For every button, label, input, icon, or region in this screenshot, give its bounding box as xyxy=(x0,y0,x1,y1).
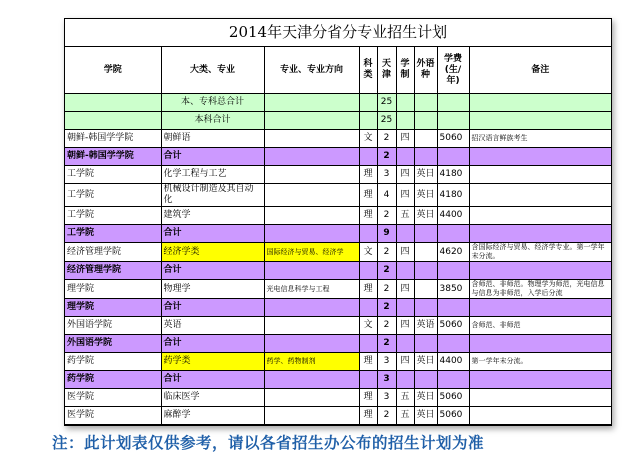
column-header: 外语种 xyxy=(414,47,437,94)
major-cell: 英语 xyxy=(161,317,264,335)
tianjin-quota-cell: 3 xyxy=(377,389,396,407)
duration-cell xyxy=(396,112,414,130)
college-cell: 理学院 xyxy=(65,299,161,317)
subject-type-cell: 文 xyxy=(359,130,377,148)
subject-type-cell xyxy=(359,148,377,166)
column-header: 天津 xyxy=(377,47,396,94)
column-header: 科类 xyxy=(359,47,377,94)
column-header: 备注 xyxy=(469,47,611,94)
tianjin-quota-cell: 2 xyxy=(377,207,396,225)
subject-type-cell: 理 xyxy=(359,389,377,407)
language-cell xyxy=(414,262,437,280)
table-row xyxy=(65,112,611,130)
major-cell: 麻醉学 xyxy=(161,407,264,425)
remark-cell: 含国际经济与贸易、经济学专业。第一学年末分流。 xyxy=(469,243,611,262)
language-cell xyxy=(414,112,437,130)
direction-cell xyxy=(264,407,359,425)
column-header: 专业、专业方向 xyxy=(264,47,359,94)
tuition-cell: 4400 xyxy=(437,207,469,225)
table-row xyxy=(65,243,611,262)
table-row xyxy=(65,353,611,371)
subject-type-cell xyxy=(359,262,377,280)
major-cell: 化学工程与工艺 xyxy=(161,166,264,184)
subject-type-cell: 理 xyxy=(359,184,377,207)
direction-cell xyxy=(264,148,359,166)
remark-cell xyxy=(469,299,611,317)
tianjin-quota-cell: 3 xyxy=(377,353,396,371)
tianjin-quota-cell: 2 xyxy=(377,262,396,280)
table-header-row xyxy=(65,47,611,94)
college-cell xyxy=(65,94,161,112)
table-row xyxy=(65,207,611,225)
duration-cell: 四 xyxy=(396,130,414,148)
language-cell: 英日 xyxy=(414,389,437,407)
duration-cell xyxy=(396,371,414,389)
table-row xyxy=(65,317,611,335)
major-cell: 临床医学 xyxy=(161,389,264,407)
remark-cell xyxy=(469,262,611,280)
language-cell xyxy=(414,243,437,262)
language-cell: 英日 xyxy=(414,184,437,207)
tuition-cell xyxy=(437,112,469,130)
tuition-cell: 4400 xyxy=(437,353,469,371)
college-cell: 药学院 xyxy=(65,371,161,389)
enrollment-plan-sheet xyxy=(64,18,612,426)
major-cell: 合计 xyxy=(161,262,264,280)
remark-cell xyxy=(469,148,611,166)
language-cell xyxy=(414,148,437,166)
remark-cell xyxy=(469,207,611,225)
subject-type-cell: 理 xyxy=(359,407,377,425)
remark-cell xyxy=(469,389,611,407)
table-row xyxy=(65,335,611,353)
direction-cell xyxy=(264,371,359,389)
tuition-cell xyxy=(437,335,469,353)
remark-cell: 含师范、非师范。物理学为师范，光电信息与信息为非师范，入学后分流 xyxy=(469,280,611,299)
tuition-cell: 5060 xyxy=(437,130,469,148)
tuition-cell xyxy=(437,262,469,280)
duration-cell xyxy=(396,148,414,166)
subject-type-cell xyxy=(359,225,377,243)
major-cell: 合计 xyxy=(161,225,264,243)
tianjin-quota-cell: 2 xyxy=(377,280,396,299)
college-cell: 朝鲜-韩国学学院 xyxy=(65,148,161,166)
college-cell: 外国语学院 xyxy=(65,335,161,353)
language-cell xyxy=(414,299,437,317)
subject-type-cell: 理 xyxy=(359,280,377,299)
subject-type-cell: 理 xyxy=(359,353,377,371)
tuition-cell xyxy=(437,94,469,112)
duration-cell xyxy=(396,225,414,243)
language-cell xyxy=(414,94,437,112)
remark-cell xyxy=(469,94,611,112)
tianjin-quota-cell: 4 xyxy=(377,184,396,207)
column-header: 学费(生/年) xyxy=(437,47,469,94)
table-row xyxy=(65,148,611,166)
major-cell: 本、专科总合计 xyxy=(161,94,264,112)
language-cell: 英日 xyxy=(414,207,437,225)
tuition-cell xyxy=(437,299,469,317)
subject-type-cell: 理 xyxy=(359,166,377,184)
table-row xyxy=(65,184,611,207)
tianjin-quota-cell: 2 xyxy=(377,299,396,317)
duration-cell: 五 xyxy=(396,407,414,425)
tianjin-quota-cell: 25 xyxy=(377,112,396,130)
duration-cell: 四 xyxy=(396,353,414,371)
direction-cell: 光电信息科学与工程 xyxy=(264,280,359,299)
table-row xyxy=(65,407,611,425)
subject-type-cell xyxy=(359,94,377,112)
duration-cell: 四 xyxy=(396,166,414,184)
tianjin-quota-cell: 2 xyxy=(377,407,396,425)
remark-cell: 含师范、非师范 xyxy=(469,317,611,335)
tianjin-quota-cell: 2 xyxy=(377,243,396,262)
sheet-title: 2014年天津分省分专业招生计划 xyxy=(65,19,611,47)
table-row xyxy=(65,280,611,299)
subject-type-cell xyxy=(359,299,377,317)
tuition-cell: 4180 xyxy=(437,166,469,184)
tianjin-quota-cell: 9 xyxy=(377,225,396,243)
college-cell: 药学院 xyxy=(65,353,161,371)
remark-cell: 招汉语言鲜族考生 xyxy=(469,130,611,148)
tuition-cell xyxy=(437,225,469,243)
subject-type-cell xyxy=(359,371,377,389)
direction-cell: 国际经济与贸易、经济学 xyxy=(264,243,359,262)
major-cell: 合计 xyxy=(161,299,264,317)
remark-cell xyxy=(469,225,611,243)
language-cell: 英日 xyxy=(414,166,437,184)
college-cell: 工学院 xyxy=(65,225,161,243)
direction-cell xyxy=(264,130,359,148)
direction-cell: 药学、药物制剂 xyxy=(264,353,359,371)
table-row xyxy=(65,262,611,280)
column-header: 学院 xyxy=(65,47,161,94)
college-cell: 理学院 xyxy=(65,280,161,299)
remark-cell xyxy=(469,371,611,389)
language-cell: 英语 xyxy=(414,317,437,335)
tianjin-quota-cell: 2 xyxy=(377,130,396,148)
column-header: 大类、专业 xyxy=(161,47,264,94)
major-cell: 合计 xyxy=(161,371,264,389)
major-cell: 机械设计制造及其自动化 xyxy=(161,184,264,207)
major-cell: 经济学类 xyxy=(161,243,264,262)
direction-cell xyxy=(264,166,359,184)
major-cell: 朝鲜语 xyxy=(161,130,264,148)
direction-cell xyxy=(264,335,359,353)
subject-type-cell xyxy=(359,112,377,130)
remark-cell xyxy=(469,112,611,130)
duration-cell: 四 xyxy=(396,280,414,299)
language-cell xyxy=(414,371,437,389)
remark-cell xyxy=(469,335,611,353)
tuition-cell: 3850 xyxy=(437,280,469,299)
column-header: 学制 xyxy=(396,47,414,94)
footer-note: 注：此计划表仅供参考，请以各省招生办公布的招生计划为准 xyxy=(52,434,485,452)
table-row xyxy=(65,166,611,184)
tianjin-quota-cell: 2 xyxy=(377,148,396,166)
tuition-cell: 4620 xyxy=(437,243,469,262)
direction-cell xyxy=(264,299,359,317)
tuition-cell: 5060 xyxy=(437,317,469,335)
language-cell xyxy=(414,130,437,148)
remark-cell xyxy=(469,407,611,425)
tianjin-quota-cell: 3 xyxy=(377,166,396,184)
college-cell: 医学院 xyxy=(65,407,161,425)
college-cell: 朝鲜-韩国学学院 xyxy=(65,130,161,148)
major-cell: 建筑学 xyxy=(161,207,264,225)
direction-cell xyxy=(264,184,359,207)
enrollment-table xyxy=(65,47,611,425)
table-row xyxy=(65,389,611,407)
college-cell: 医学院 xyxy=(65,389,161,407)
college-cell: 外国语学院 xyxy=(65,317,161,335)
college-cell: 工学院 xyxy=(65,184,161,207)
table-row xyxy=(65,225,611,243)
duration-cell: 五 xyxy=(396,389,414,407)
language-cell: 英日 xyxy=(414,353,437,371)
table-row xyxy=(65,371,611,389)
college-cell: 经济管理学院 xyxy=(65,243,161,262)
tianjin-quota-cell: 2 xyxy=(377,317,396,335)
duration-cell: 四 xyxy=(396,317,414,335)
tianjin-quota-cell: 3 xyxy=(377,371,396,389)
duration-cell: 四 xyxy=(396,243,414,262)
tuition-cell xyxy=(437,148,469,166)
direction-cell xyxy=(264,262,359,280)
duration-cell xyxy=(396,262,414,280)
college-cell: 经济管理学院 xyxy=(65,262,161,280)
remark-cell xyxy=(469,166,611,184)
tuition-cell: 4180 xyxy=(437,184,469,207)
major-cell: 物理学 xyxy=(161,280,264,299)
tuition-cell xyxy=(437,371,469,389)
direction-cell xyxy=(264,94,359,112)
tuition-cell: 5060 xyxy=(437,407,469,425)
remark-cell xyxy=(469,184,611,207)
direction-cell xyxy=(264,317,359,335)
language-cell: 英日 xyxy=(414,407,437,425)
direction-cell xyxy=(264,389,359,407)
major-cell: 本科合计 xyxy=(161,112,264,130)
language-cell xyxy=(414,280,437,299)
college-cell: 工学院 xyxy=(65,207,161,225)
duration-cell: 四 xyxy=(396,184,414,207)
table-row xyxy=(65,130,611,148)
duration-cell xyxy=(396,94,414,112)
major-cell: 合计 xyxy=(161,148,264,166)
remark-cell: 第一学年末分流。 xyxy=(469,353,611,371)
major-cell: 药学类 xyxy=(161,353,264,371)
tianjin-quota-cell: 25 xyxy=(377,94,396,112)
tianjin-quota-cell: 2 xyxy=(377,335,396,353)
college-cell xyxy=(65,112,161,130)
college-cell: 工学院 xyxy=(65,166,161,184)
major-cell: 合计 xyxy=(161,335,264,353)
language-cell xyxy=(414,335,437,353)
table-row xyxy=(65,94,611,112)
duration-cell xyxy=(396,335,414,353)
direction-cell xyxy=(264,225,359,243)
table-row xyxy=(65,299,611,317)
duration-cell xyxy=(396,299,414,317)
subject-type-cell xyxy=(359,335,377,353)
subject-type-cell: 文 xyxy=(359,317,377,335)
subject-type-cell: 文 xyxy=(359,243,377,262)
subject-type-cell: 理 xyxy=(359,207,377,225)
duration-cell: 五 xyxy=(396,207,414,225)
direction-cell xyxy=(264,207,359,225)
language-cell xyxy=(414,225,437,243)
direction-cell xyxy=(264,112,359,130)
tuition-cell: 5060 xyxy=(437,389,469,407)
